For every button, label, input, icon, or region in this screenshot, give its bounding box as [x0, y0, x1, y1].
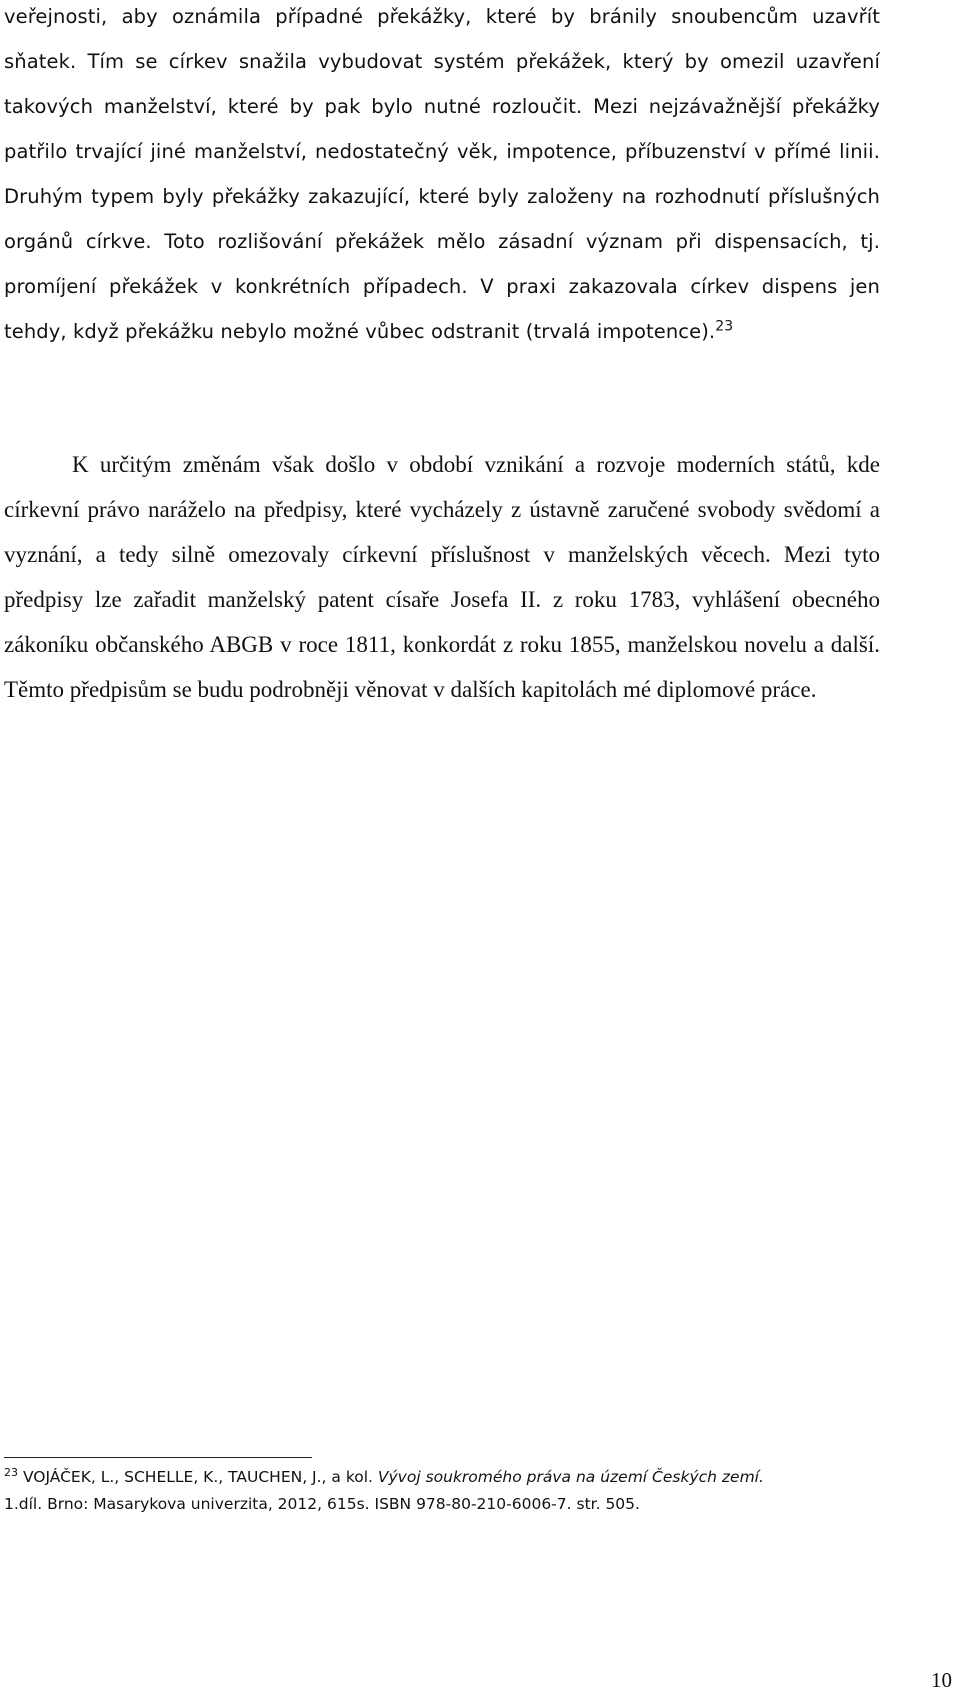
footnote-reference[interactable]: 23	[715, 318, 734, 335]
footnote-authors: VOJÁČEK, L., SCHELLE, K., TAUCHEN, J., a kol.	[22, 1468, 378, 1486]
paragraph-1-text: veřejnosti, aby oznámila případné překážky, které by bránily snoubencům uzavřít sňatek. Tím se církev snažila vybudovat systém překážek, který by omezil uzavření takových manželství, které by pak bylo nutné rozloučit. Mezi nejzávažnější překážky patřilo trvající jiné manželství, nedostatečný věk, impotence, příbuzenství v přímé linii. Druhým typem byly překážky zakazující, které byly založeny na rozhodnutí příslušných orgánů církve. Toto rozlišování překážek mělo zásadní význam při dispensacích, tj. promíjení překážek v konkrétních případech. V praxi zakazovala církev dispens jen tehdy, když překážku nebylo možné vůbec odstranit (trvalá impotence).	[4, 5, 880, 343]
page-number: 10	[931, 1668, 952, 1692]
paragraph-1	[4, 0, 880, 354]
footnote	[4, 1464, 884, 1518]
footnote-number: 23	[4, 1465, 18, 1479]
footnote-details: 1.díl. Brno: Masarykova univerzita, 2012, 615s. ISBN 978-80-210-6006-7. str. 505.	[4, 1495, 640, 1513]
paragraph-2-text: K určitým změnám však došlo v období vznikání a rozvoje moderních států, kde církevní právo naráželo na předpisy, které vycházely z ústavně zaručené svobody svědomí a vyznání, a tedy silně omezovaly církevní příslušnost v manželských věcech. Mezi tyto předpisy lze zařadit manželský patent císaře Josefa II. z roku 1783, vyhlášení obecného zákoníku občanského ABGB v roce 1811, konkordát z roku 1855, manželskou novelu a další. Těmto předpisům se budu podrobněji věnovat v dalších kapitolách mé diplomové práce.	[4, 452, 880, 702]
paragraph-2	[4, 442, 880, 712]
footnote-title: Vývoj soukromého práva na území Českých zemí.	[377, 1468, 764, 1486]
footnote-separator	[4, 1457, 312, 1458]
